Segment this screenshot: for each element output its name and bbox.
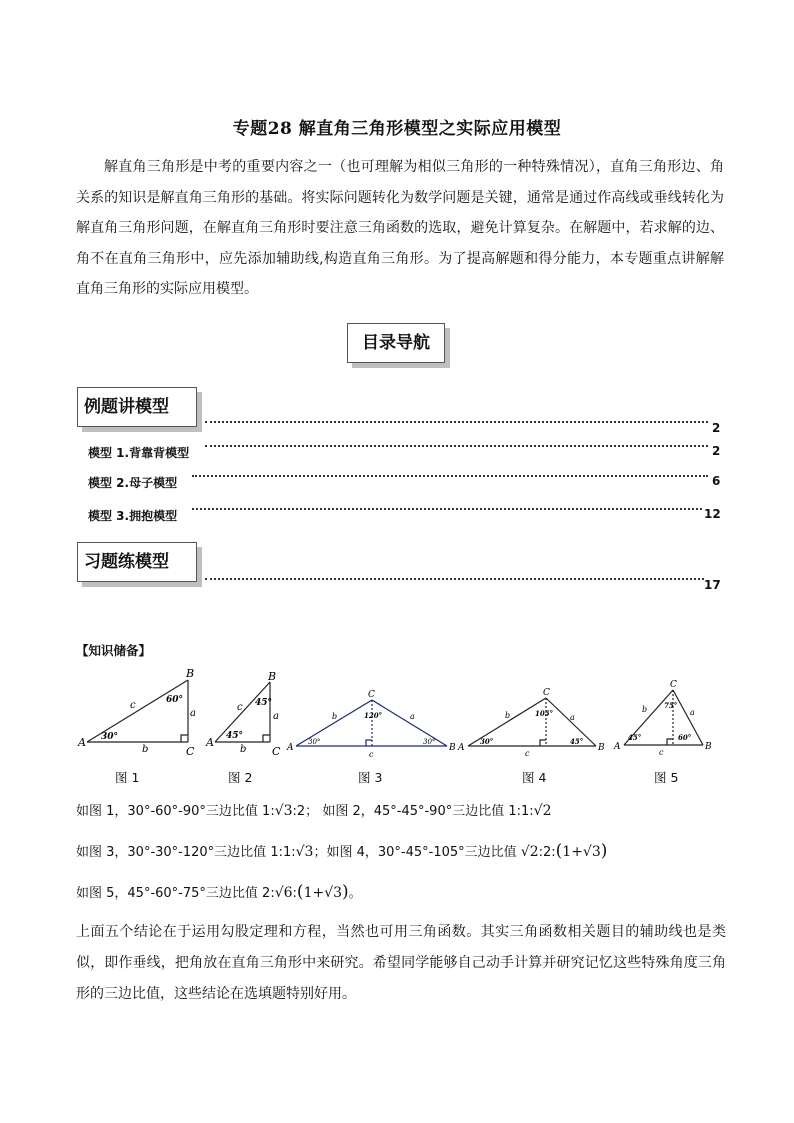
toc-dots <box>205 578 704 580</box>
fig4-angle-30: 30° <box>480 737 494 746</box>
figure-caption-2: 图 2 <box>228 770 253 785</box>
fig2-label-A: A <box>206 736 214 749</box>
fig4-label-c: c <box>525 749 530 758</box>
fig1-label-b: b <box>142 744 149 755</box>
fig5-angle-45: 45° <box>628 733 642 742</box>
fig5-label-C: C <box>670 680 677 690</box>
fig3-label-C: C <box>368 690 375 700</box>
ratio-line-1: 如图 1，30°-60°-90°三边比值 1:√3:2； 如图 2，45°-45°-90°三边比值 1:1:√2 <box>76 803 552 819</box>
fig2-label-a: a <box>273 711 279 722</box>
figure-caption-5: 图 5 <box>654 770 679 785</box>
fig3-label-b: b <box>332 712 338 721</box>
fig1-label-a: a <box>190 708 196 719</box>
fig5-label-c: c <box>659 748 664 757</box>
fig3-angle-30: 30° <box>308 738 321 746</box>
fig3-angle-30b: 30° <box>423 738 436 746</box>
fig2-label-C: C <box>272 745 281 758</box>
fig3-label-c: c <box>369 750 374 759</box>
page-title: 专题28 解直角三角形模型之实际应用模型 <box>232 119 562 139</box>
toc-item-model3[interactable]: 模型 3.拥抱模型 <box>88 509 178 523</box>
sqrt3-value: √3 <box>324 885 343 901</box>
closing-paragraph: 上面五个结论在于运用勾股定理和方程，当然也可用三角函数。其实三角函数相关题目的辅助线也是类似，即作垂线，把角放在直角三角形中来研究。希望同学能够自己动手计算并研究记忆这些特殊角度三角形的三边比值，这些结论在选填题特别好用。 <box>76 924 726 1002</box>
figure-caption-4: 图 4 <box>522 770 547 785</box>
sqrt2-value: √2 <box>533 803 552 819</box>
fig4-angle-45: 45° <box>570 737 584 746</box>
fig2-label-b: b <box>240 744 247 755</box>
fig4-label-B: B <box>598 743 605 753</box>
toc-page-number: 17 <box>704 578 721 592</box>
toc-page-number: 6 <box>712 474 721 488</box>
fig1-label-C: C <box>186 745 195 758</box>
figure-caption-1: 图 1 <box>115 770 140 785</box>
fig3-label-a: a <box>410 712 415 721</box>
toc-item-model2[interactable]: 模型 2.母子模型 <box>88 476 178 490</box>
sqrt6-value: √6 <box>274 885 293 901</box>
fig3-angle-120: 120° <box>364 711 383 720</box>
toc-dots <box>192 508 702 510</box>
figure-caption-3: 图 3 <box>358 770 383 785</box>
triangle-figures <box>0 660 794 760</box>
fig5-label-b: b <box>642 705 648 714</box>
fig4-label-b: b <box>505 711 511 720</box>
toc-dots <box>205 445 708 447</box>
toc-heading: 目录导航 <box>347 323 445 363</box>
fig2-label-B: B <box>268 670 277 683</box>
ratio-line-2: 如图 3，30°-30°-120°三边比值 1:1:√3；如图 4，30°-45°-105°三边比值 √2:2:(1+√3) <box>76 841 608 861</box>
fig5-angle-75: 75° <box>664 701 678 710</box>
intro-paragraph: 解直角三角形是中考的重要内容之一（也可理解为相似三角形的一种特殊情况），直角三角形边、角关系的知识是解直角三角形的基础。将实际问题转化为数学问题是关键，通常是通过作高线或垂线转化为解直角三角形问题，在解直角三角形时要注意三角函数的选取，避免计算复杂。在解题中，若求解的边、角不在直角三角形中，应先添加辅助线,构造直角三角形。为了提高解题和得分能力，本专题重点讲解解直角三角形的实际应用模型。 <box>76 159 724 297</box>
toc-page-number: 2 <box>712 421 721 435</box>
fig2-angle-45b: 45° <box>255 698 273 708</box>
fig5-label-a: a <box>690 708 695 717</box>
fig5-label-B: B <box>705 742 712 752</box>
sqrt3-value: √3 <box>274 803 293 819</box>
ratio-line-3: 如图 5，45°-60°-75°三边比值 2:√6:(1+√3)。 <box>76 882 362 902</box>
toc-section-examples[interactable]: 例题讲模型 <box>77 387 197 427</box>
fig1-label-A: A <box>78 736 86 749</box>
fig2-label-c: c <box>237 702 243 713</box>
fig2-angle-45: 45° <box>226 731 244 741</box>
fig1-label-B: B <box>186 667 195 680</box>
toc-page-number: 2 <box>712 444 721 458</box>
toc-section-exercises[interactable]: 习题练模型 <box>77 542 197 582</box>
fig5-label-A: A <box>614 742 621 752</box>
toc-page-number: 12 <box>704 507 721 521</box>
toc-item-model1[interactable]: 模型 1.背靠背模型 <box>88 446 190 460</box>
fig5-angle-60: 60° <box>678 733 692 742</box>
fig3-label-B: B <box>449 743 456 753</box>
sqrt3-value: √3 <box>295 844 314 860</box>
fig4-label-A: A <box>458 743 465 753</box>
fig4-label-a: a <box>570 713 575 722</box>
sqrt3-value: √3 <box>582 844 601 860</box>
sqrt2-value: √2 <box>520 844 539 860</box>
toc-dots <box>205 421 708 423</box>
fig4-label-C: C <box>543 688 550 698</box>
fig1-angle-60: 60° <box>166 695 184 705</box>
toc-dots <box>192 475 708 477</box>
fig1-angle-30: 30° <box>101 732 119 742</box>
fig3-label-A: A <box>287 743 294 753</box>
fig1-label-c: c <box>130 700 136 711</box>
knowledge-label: 【知识储备】 <box>76 643 152 658</box>
fig4-angle-105: 105° <box>535 709 554 718</box>
